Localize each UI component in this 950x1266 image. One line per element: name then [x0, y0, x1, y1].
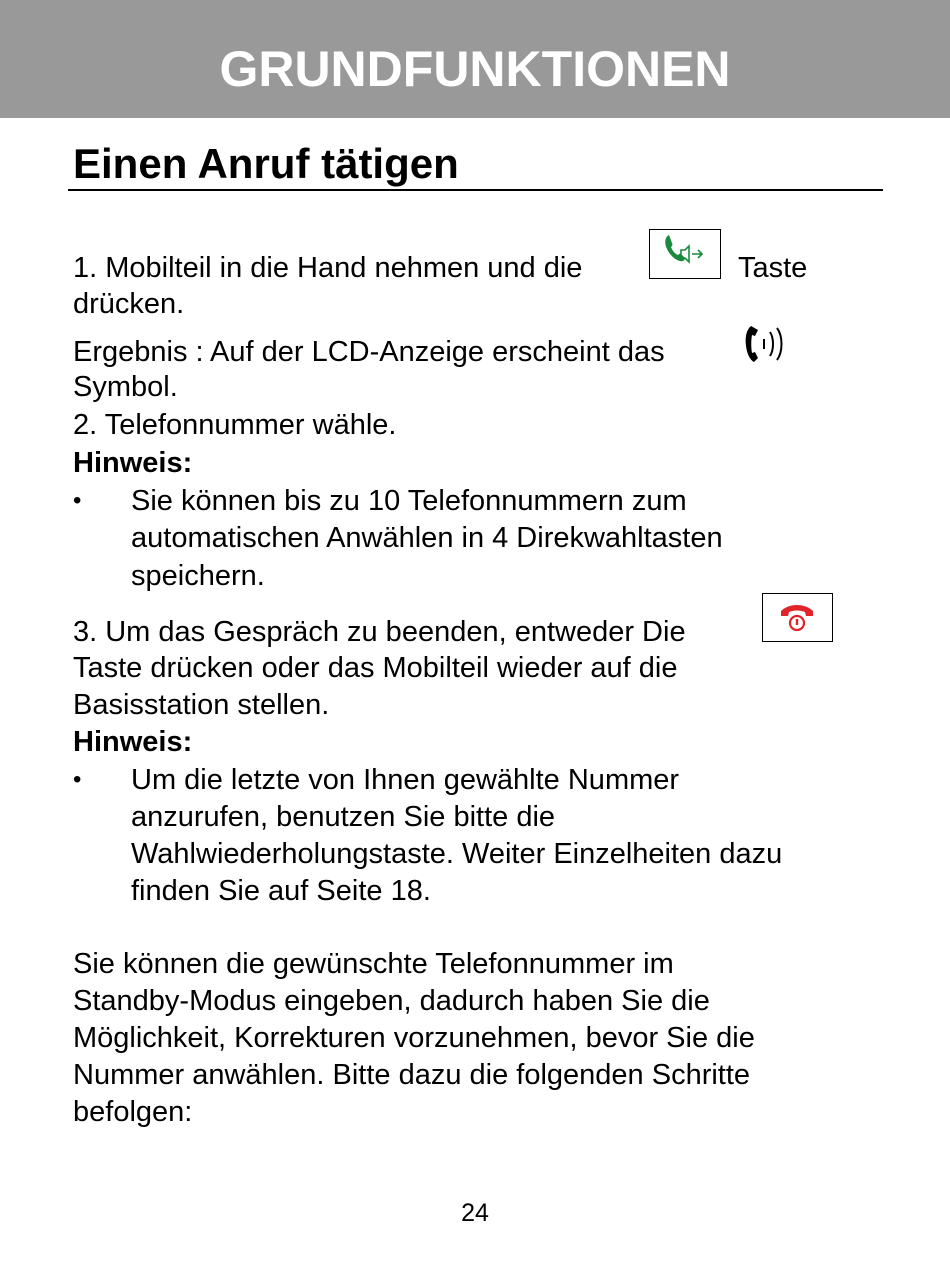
step1-line2: drücken. [73, 288, 185, 320]
note2-bullet: • [73, 766, 82, 793]
paragraph-line: Sie können die gewünschte Telefonnummer im [73, 948, 674, 980]
paragraph-line: Möglichkeit, Korrekturen vorzunehmen, bevor Sie die [73, 1022, 755, 1054]
note2-line: Wahlwiederholungstaste. Weiter Einzelheiten dazu [131, 838, 783, 870]
handset-ringing-icon [741, 322, 789, 366]
section-title: Einen Anruf tätigen [73, 140, 459, 187]
result-text: Ergebnis : Auf der LCD-Anzeige erscheint das [73, 336, 665, 368]
step1-text-after-icon: Taste [738, 252, 808, 284]
paragraph-line: Nummer anwählen. Bitte dazu die folgenden Schritte [73, 1059, 751, 1091]
step1-text: 1. Mobilteil in die Hand nehmen und die [73, 252, 583, 284]
paragraph-line: befolgen: [73, 1096, 193, 1128]
end-call-power-key-icon [762, 593, 833, 642]
note1-line: Sie können bis zu 10 Telefonnummern zum [131, 485, 687, 517]
note1-label: Hinweis: [73, 447, 193, 479]
note2-line: Um die letzte von Ihnen gewählte Nummer [131, 764, 680, 796]
note1-line: automatischen Anwählen in 4 Direkwahltasten [131, 522, 723, 554]
step3-line: 3. Um das Gespräch zu beenden, entweder Die [73, 616, 686, 648]
step2-text: 2. Telefonnummer wähle. [73, 409, 397, 441]
page-number: 24 [461, 1199, 489, 1227]
step3-line: Taste drücken oder das Mobilteil wieder auf die [73, 652, 678, 684]
note2-line: anzurufen, benutzen Sie bitte die [131, 801, 556, 833]
note1-line: speichern. [131, 560, 265, 592]
paragraph-line: Standby-Modus eingeben, dadurch haben Sie die [73, 985, 710, 1017]
note2-label: Hinweis: [73, 726, 193, 758]
note2-line: finden Sie auf Seite 18. [131, 875, 431, 907]
chapter-title: GRUNDFUNKTIONEN [219, 41, 731, 97]
step3-line: Basisstation stellen. [73, 689, 330, 721]
talk-speaker-key-icon [649, 229, 721, 279]
result-line2: Symbol. [73, 371, 178, 403]
section-divider [68, 189, 883, 191]
note1-bullet: • [73, 487, 82, 514]
